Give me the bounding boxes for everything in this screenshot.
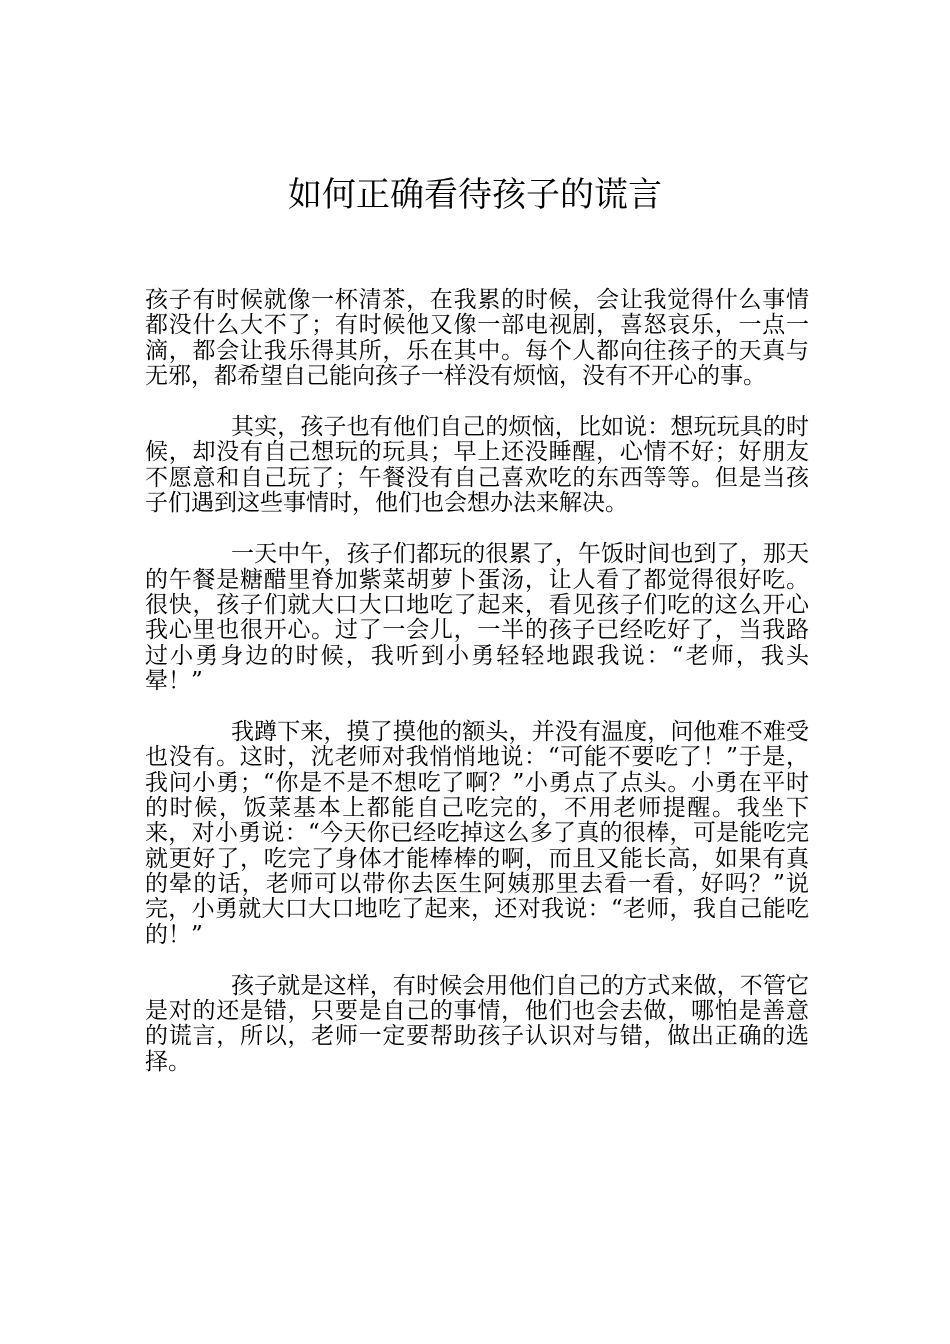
paragraph-lunch: 一天中午，孩子们都玩的很累了，午饭时间也到了，那天的午餐是糖醋里脊加紫菜胡萝卜蛋汤，让人看了都觉得很好吃。很快，孩子们就大口大口地吃了起来，看见孩子们吃的这么开心我心里也很开心。过了一会儿，一半的孩子已经吃好了，当我路过小勇身边的时候，我听到小勇轻轻地跟我说：“老师，我头晕！”: [145, 541, 809, 694]
document-title: 如何正确看待孩子的谎言: [288, 175, 662, 215]
paragraph-conclusion: 孩子就是这样，有时候会用他们自己的方式来做，不管它是对的还是错，只要是自己的事情，他们也会去做，哪怕是善意的谎言，所以，老师一定要帮助孩子认识对与错，做出正确的选择。: [145, 972, 809, 1075]
paragraph-dialogue: 我蹲下来，摸了摸他的额头，并没有温度，问他难不难受也没有。这时，沈老师对我悄悄地说：“可能不要吃了！”于是，我问小勇；“你是不是不想吃了啊？”小勇点了点头。小勇在平时的时候，饭菜基本上都能自己吃完的，不用老师提醒。我坐下来，对小勇说：“今天你已经吃掉这么多了真的很棒，可是能吃完就更好了，吃完了身体才能棒棒的啊，而且又能长高，如果有真的晕的话，老师可以带你去医生阿姨那里去看一看，好吗？”说完，小勇就大口大口地吃了起来，还对我说：“老师，我自己能吃的！”: [145, 719, 809, 948]
paragraph-worries: 其实，孩子也有他们自己的烦恼，比如说：想玩玩具的时候，却没有自己想玩的玩具；早上还没睡醒，心情不好；好朋友不愿意和自己玩了；午餐没有自己喜欢吃的东西等等。但是当孩子们遇到这些事情时，他们也会想办法来解决。: [145, 414, 809, 517]
document-body: [145, 288, 809, 1101]
paragraph-intro: 孩子有时候就像一杯清茶，在我累的时候，会让我觉得什么事情都没什么大不了；有时候他又像一部电视剧，喜怒哀乐，一点一滴，都会让我乐得其所，乐在其中。每个人都向往孩子的天真与无邪，都希望自己能向孩子一样没有烦恼，没有不开心的事。: [145, 287, 809, 389]
